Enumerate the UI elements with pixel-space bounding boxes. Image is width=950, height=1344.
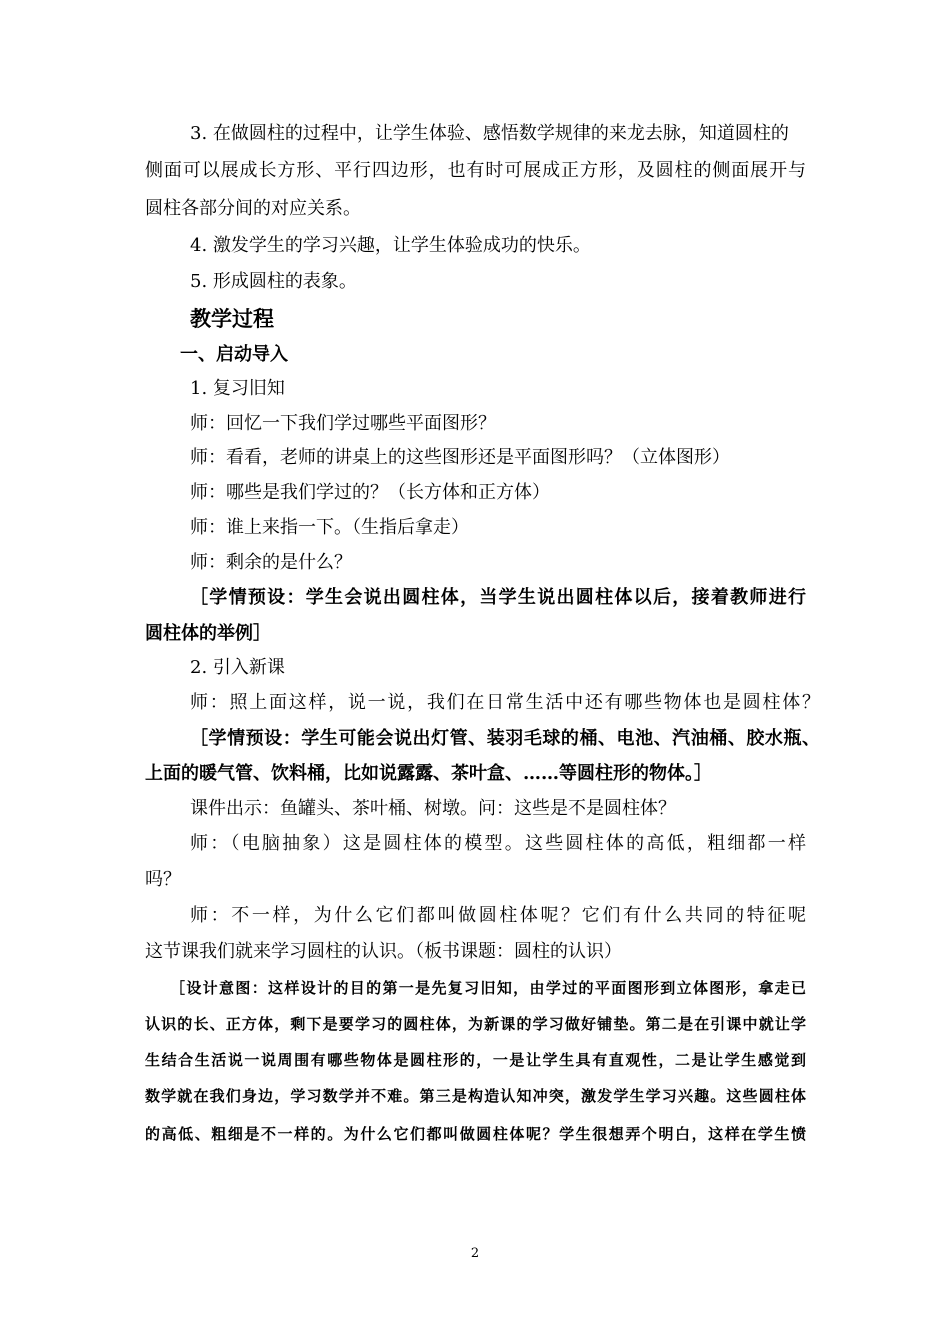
- dialog-line-2: 师：看看，老师的讲桌上的这些图形还是平面图形吗？（立体图形）: [190, 447, 730, 468]
- page-number: 2: [470, 1246, 480, 1261]
- design-intent-line-3: 生结合生活说一说周围有哪些物体是圆柱形的，一是让学生具有直观性，二是让学生感觉到: [145, 1051, 806, 1069]
- objective-3-line-1: 3. 在做圆柱的过程中，让学生体验、感悟数学规律的来龙去脉，知道圆柱的: [190, 123, 789, 144]
- dialog-new-lesson: 师：照上面这样，说一说，我们在日常生活中还有哪些物体也是圆柱体？: [190, 692, 820, 713]
- preset-2-line-1: ［学情预设：学生可能会说出灯管、装羽毛球的桶、电池、汽油桶、胶水瓶、: [190, 728, 820, 749]
- dialog-line-1: 师：回忆一下我们学过哪些平面图形？: [190, 413, 496, 434]
- step-1-title: 1. 复习旧知: [190, 378, 285, 399]
- dialog-line-5: 师：剩余的是什么？: [190, 552, 352, 573]
- dialog-feature-line-2: 这节课我们就来学习圆柱的认识。（板书课题：圆柱的认识）: [145, 941, 622, 962]
- dialog-line-3: 师：哪些是我们学过的？（长方体和正方体）: [190, 482, 550, 503]
- subsection-title: 一、启动导入: [180, 344, 288, 365]
- design-intent-line-1: ［设计意图：这样设计的目的第一是先复习旧知，由学过的平面图形到立体图形，拿走已: [170, 979, 806, 997]
- preset-1-line-1: ［学情预设：学生会说出圆柱体，当学生说出圆柱体以后，接着教师进行: [190, 587, 806, 608]
- dialog-model-line-1: 师：（电脑抽象）这是圆柱体的模型。这些圆柱体的高低，粗细都一样: [190, 833, 806, 854]
- objective-4: 4. 激发学生的学习兴趣，让学生体验成功的快乐。: [190, 235, 591, 256]
- section-title: 教学过程: [190, 307, 274, 331]
- preset-2-line-2: 上面的暖气管、饮料桶，比如说露露、茶叶盒、……等圆柱形的物体。］: [145, 763, 712, 784]
- dialog-line-4: 师：谁上来指一下。（生指后拿走）: [190, 517, 469, 538]
- courseware-line: 课件出示：鱼罐头、茶叶桶、树墩。问：这些是不是圆柱体？: [190, 798, 676, 819]
- design-intent-line-2: 认识的长、正方体，剩下是要学习的圆柱体，为新课的学习做好铺垫。第二是在引课中就让学: [145, 1015, 806, 1033]
- objective-3-line-3: 圆柱各部分间的对应关系。: [145, 198, 361, 219]
- objective-3-line-2: 侧面可以展成长方形、平行四边形，也有时可展成正方形，及圆柱的侧面展开与: [145, 160, 806, 181]
- dialog-feature-line-1: 师：不一样，为什么它们都叫做圆柱体呢？它们有什么共同的特征呢: [190, 905, 806, 926]
- dialog-model-line-2: 吗？: [145, 869, 181, 890]
- objective-5: 5. 形成圆柱的表象。: [190, 271, 357, 292]
- design-intent-line-5: 的高低、粗细是不一样的。为什么它们都叫做圆柱体呢？学生很想弄个明白，这样在学生愤: [145, 1125, 806, 1143]
- step-2-title: 2. 引入新课: [190, 657, 285, 678]
- preset-1-line-2: 圆柱体的举例］: [145, 623, 271, 644]
- design-intent-line-4: 数学就在我们身边，学习数学并不难。第三是构造认知冲突，激发学生学习兴趣。这些圆柱体: [145, 1087, 806, 1105]
